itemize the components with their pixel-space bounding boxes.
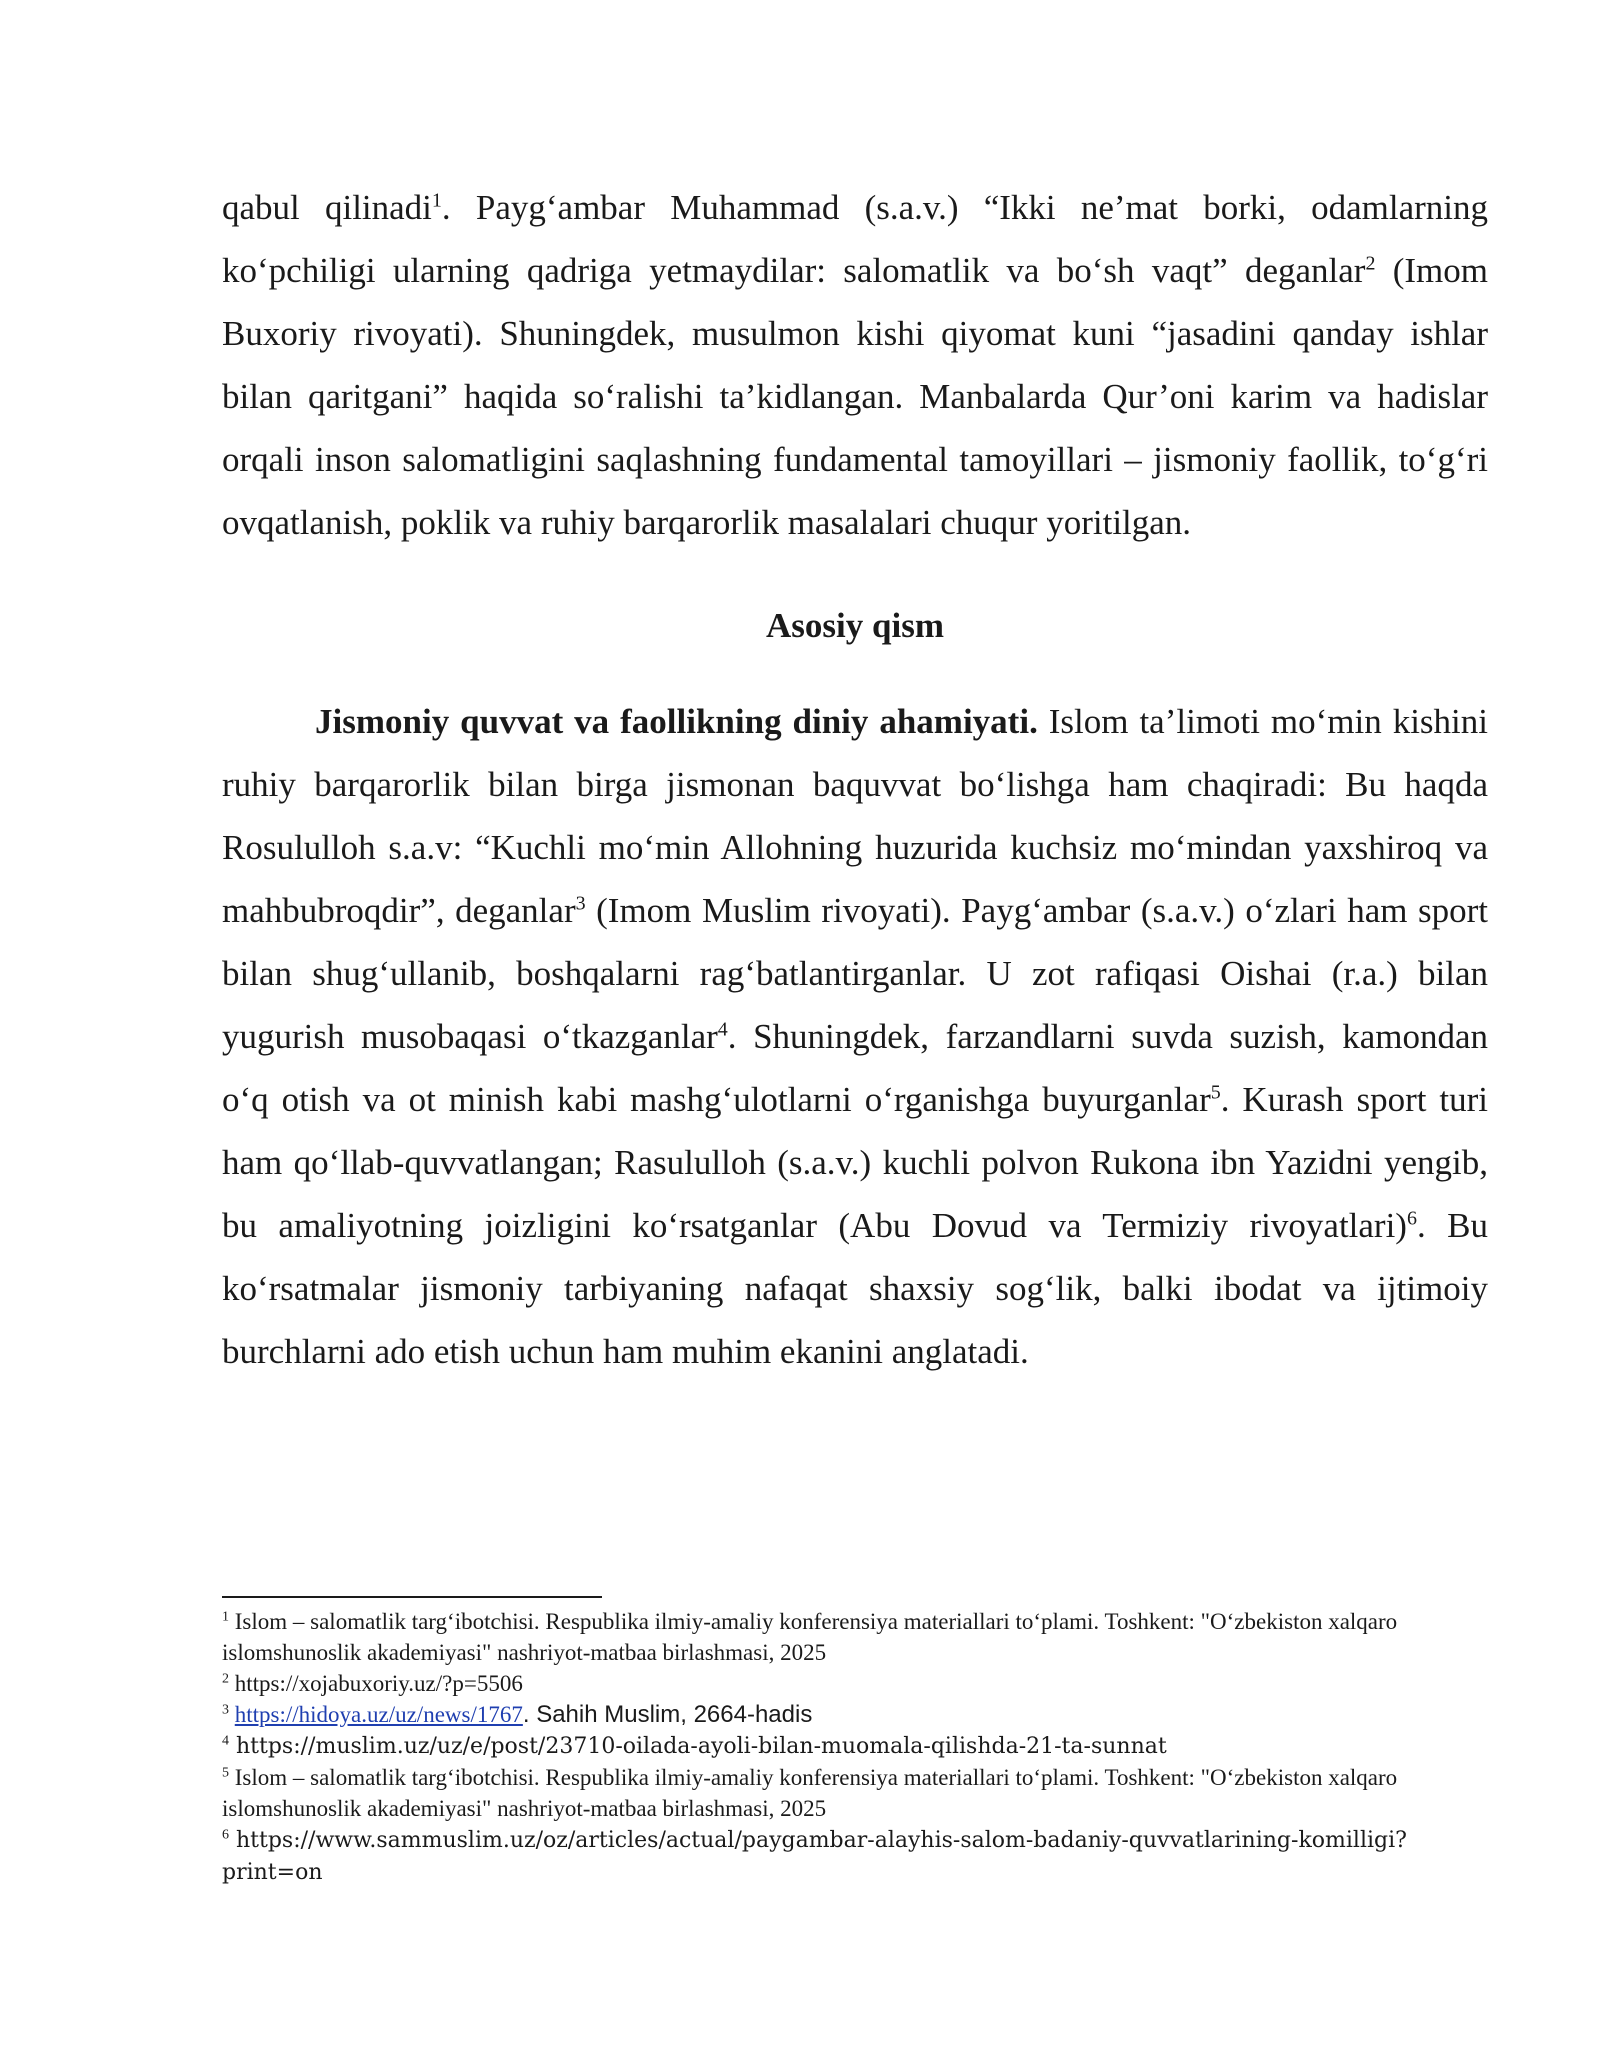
main-text-5: . Bu ko‘rsatmalar jismoniy tarbiyaning nafaqat shaxsiy sog‘lik, balki ibodat va ijtimoiy burchlarni ado etish uchun ham muhim ekanini anglatadi.	[222, 1206, 1488, 1371]
footnote-ref-4[interactable]: 4	[717, 1018, 728, 1041]
footnote-ref-3[interactable]: 3	[575, 892, 586, 915]
footnote-number: 1	[222, 1609, 229, 1625]
footnote-6	[222, 1824, 1488, 1888]
section-heading: Asosiy qism	[766, 606, 944, 645]
main-text-2: (Imom Muslim rivoyati). Payg‘ambar (s.a.v.) o‘zlari ham sport bilan shug‘ullanib, boshqalarni rag‘batlantirganlar. U zot rafiqasi Oishai (r.a.) bilan yugurish musobaqasi o‘tkazganlar	[222, 891, 1489, 1056]
footnote-2	[222, 1668, 1488, 1699]
footnote-text: https://www.sammuslim.uz/oz/articles/actual/paygambar-alayhis-salom-badaniy-quvvatlarining-komilligi?print=on	[222, 1828, 1407, 1885]
paragraph-lead-title: Jismoniy quvvat va faollikning diniy ahamiyati.	[315, 702, 1038, 741]
footnote-text: https://xojabuxoriy.uz/?p=5506	[229, 1671, 523, 1696]
main-text-3: . Shuningdek, farzandlarni suvda suzish, kamondan o‘q otish va ot minish kabi mashg‘ulotlarni o‘rganishga buyurganlar	[222, 1017, 1488, 1119]
intro-text-1: qabul qilinadi	[222, 188, 432, 227]
footnote-5	[222, 1762, 1488, 1824]
footnote-number: 6	[222, 1827, 229, 1843]
footnote-text: https://muslim.uz/uz/e/post/23710-oilada-ayoli-bilan-muomala-qilishda-21-ta-sunnat	[229, 1734, 1167, 1759]
footnote-text: . Sahih Muslim, 2664-hadis	[522, 1701, 813, 1728]
main-text-1: Islom ta’limoti mo‘min kishini ruhiy barqarorlik bilan birga jismonan baquvvat bo‘lishga ham chaqiradi: Bu haqda Rosululloh s.a.v: “Kuchli mo‘min Allohning huzurida kuchsiz mo‘mindan yaxshiroq va mahbubroqdir”, deganlar	[222, 702, 1488, 930]
footnotes-list	[222, 1606, 1488, 1888]
footnote-separator	[222, 1596, 602, 1598]
intro-text-3: (Imom Buxoriy rivoyati). Shuningdek, musulmon kishi qiyomat kuni “jasadini qanday ishlar bilan qaritgani” haqida so‘ralishi ta’kidlangan. Manbalarda Qur’oni karim va hadislar orqali inson salomatligini saqlashning fundamental tamoyillari – jismoniy faollik, to‘g‘ri ovqatlanish, poklik va ruhiy barqarorlik masalalari chuqur yoritilgan.	[222, 251, 1489, 542]
footnote-ref-2[interactable]: 2	[1365, 252, 1376, 275]
footnote-1	[222, 1606, 1488, 1668]
footnote-text: Islom – salomatlik targ‘ibotchisi. Respublika ilmiy-amaliy konferensiya materiallari to‘plami. Toshkent: "O‘zbekiston xalqaro islomshunoslik akademiyasi" nashriyot-matbaa birlashmasi, 2025	[222, 1609, 1398, 1665]
footnote-number: 4	[222, 1733, 229, 1749]
footnote-link[interactable]: https://hidoya.uz/uz/news/1767	[234, 1702, 523, 1727]
main-text-4: . Kurash sport turi ham qo‘llab-quvvatlangan; Rasululloh (s.a.v.) kuchli polvon Rukona ibn Yazidni yengib, bu amaliyotning joizligini ko‘rsatganlar (Abu Dovud va Termiziy rivoyatlari)	[222, 1080, 1488, 1245]
intro-paragraph	[222, 176, 1488, 554]
footnote-ref-1[interactable]: 1	[431, 189, 442, 212]
footnote-4	[222, 1730, 1488, 1762]
footnote-number: 5	[222, 1765, 229, 1781]
footnote-text: Islom – salomatlik targ‘ibotchisi. Respublika ilmiy-amaliy konferensiya materiallari to‘plami. Toshkent: "O‘zbekiston xalqaro islomshunoslik akademiyasi" nashriyot-matbaa birlashmasi, 2025	[222, 1765, 1398, 1821]
main-paragraph	[222, 690, 1488, 1383]
footnote-number: 3	[222, 1702, 229, 1718]
footnote-ref-6[interactable]: 6	[1406, 1207, 1417, 1230]
intro-text-2: . Payg‘ambar Muhammad (s.a.v.) “Ikki ne’mat borki, odamlarning ko‘pchiligi ularning qadriga yetmaydilar: salomatlik va bo‘sh vaqt” deganlar	[222, 188, 1488, 290]
footnote-ref-5[interactable]: 5	[1210, 1081, 1221, 1104]
footnote-3	[222, 1699, 1488, 1730]
footnote-number: 2	[222, 1671, 229, 1687]
